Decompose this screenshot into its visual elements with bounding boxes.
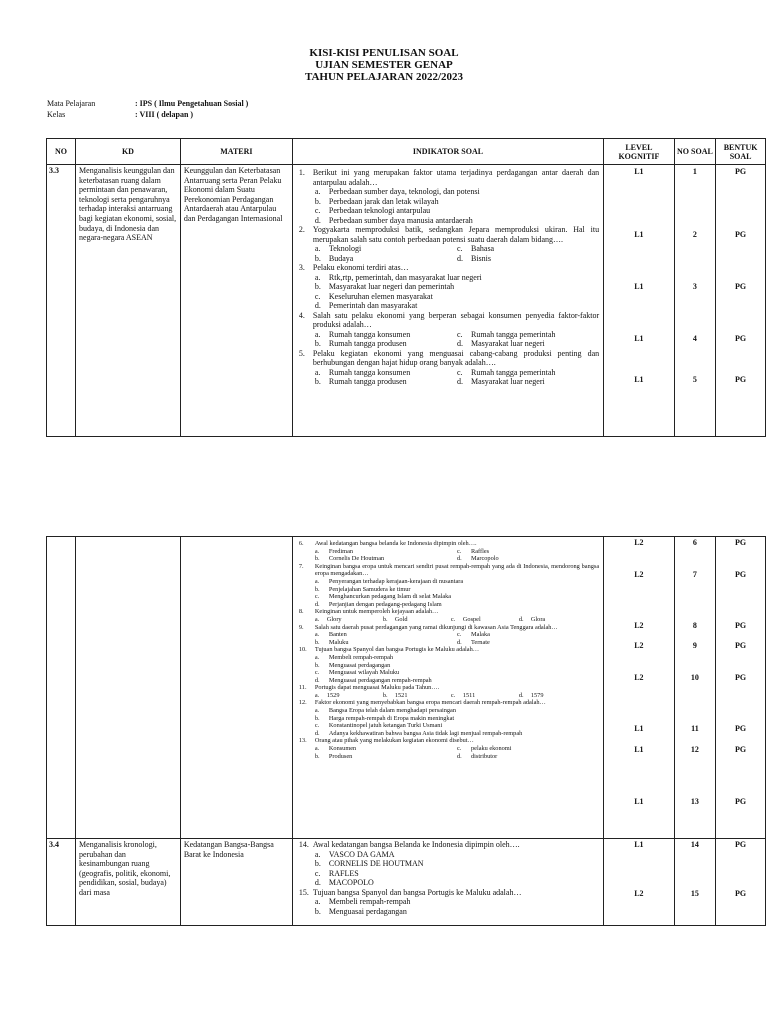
indikator-cell-3: 14. Awal kedatangan bangsa Belanda ke Indonesia dipimpin oleh…. a. VASCO DA GAMA b. CORNELIS DE HOUTMAN c. RAFLES d. MACOPOLO 15. Tujuan bangsa Spanyol dan bangsa Portugis ke Maluku adalah… a. Membeli rempah-rempah b. Menguasai perdagangan — [292, 839, 603, 926]
title-line-3: TAHUN PELAJARAN 2022/2023 — [304, 71, 464, 83]
kd-cell-empty — [76, 537, 181, 839]
header-no: NO — [47, 139, 76, 165]
title-line-1: KISI-KISI PENULISAN SOAL — [309, 47, 459, 59]
materi-cell: Keunggulan dan Keterbatasan Antarruang serta Peran Pelaku Ekonomi dalam Suatu Perekonomian Perdagangan Antardaerah atau Antarpulau dan Perdagangan Internasional — [180, 165, 292, 437]
no-soal-cell-2: 6 7 8 9 10 11 12 13 — [674, 537, 716, 839]
bentuk-cell-3: PG PG — [716, 839, 766, 926]
indikator-cell: 1. Berikut ini yang merupakan faktor utama terjadinya perdagangan antar daerah dan antarpulau adalah… a. Perbedaan sumber daya, teknologi, dan potensi b. Perbedaan jarak dan letak wilayah c. Perbedaan teknologi antarpulau d. Perbedaan sumber daya manusia antardaerah 2. Yogyakarta memproduksi batik, sedangkan Jepara memproduksi ukiran. Hal itu merupakan salah satu contoh perbedaan potensi suatu daerah dalam bidang…. a. Teknologi c. Bahasa b. Budaya d. Bisnis 3. Pelaku ekonomi terdiri atas… a. Rtk,rtp, pemerintah, dan masyarakat luar negeri b. Masyarakat luar negeri dan pemerintah c. Keseluruhan elemen masyarakat d. Pemerintah dan masyarakat 4. Salah satu pelaku ekonomi yang berperan sebagai konsumen penyedia faktor-faktor produksi adalah… a. Rumah tangga konsumen c. Rumah tangga pemerintah b. Rumah tangga produsen d. Masyarakat luar negeri 5. Pelaku kegiatan ekonomi yang menguasai cabang-cabang produksi penting dan berhubungan dengan hajat hidup orang banyak adalah…. a. Rumah tangga konsumen c. Rumah tangga pemerintah b. Rumah tangga produsen d. Masyarakat luar negeri — [292, 165, 603, 437]
question-3: 3. Pelaku ekonomi terdiri atas… — [298, 263, 409, 272]
question-12: 12. Faktor ekonomi yang menyebabkan bangsa eropa mencari daerah rempah-rempah adalah… — [298, 699, 546, 707]
row-no-empty — [47, 537, 76, 839]
question-1: 1. Berikut ini yang merupakan faktor utama terjadinya perdagangan antar daerah dan antarpulau adalah… — [298, 168, 600, 187]
header-level: LEVEL KOGNITIF — [604, 139, 675, 165]
bentuk-cell-2: PG PG PG PG PG PG PG PG — [716, 537, 766, 839]
question-15: 15. Tujuan bangsa Spanyol dan bangsa Portugis ke Maluku adalah… — [298, 887, 522, 897]
row-no-3-4: 3.4 — [47, 839, 76, 926]
question-7: 7. Keinginan bangsa eropa untuk mencari sendiri pusat rempah-rempah yang ada di Indonesia, mendorong bangsa eropa mengadakan… — [298, 562, 600, 578]
title-line-2: UJIAN SEMESTER GENAP — [315, 59, 453, 71]
header-indikator: INDIKATOR SOAL — [292, 139, 603, 165]
level-cell: L1 L1 L1 L1 L1 — [604, 165, 675, 437]
materi-cell-empty — [180, 537, 292, 839]
kisi-table-page-2 — [46, 536, 766, 926]
level-cell-3: L1 L2 — [604, 839, 675, 926]
row-no: 3.3 — [47, 165, 76, 437]
question-9: 9. Salah satu daerah pusat perdagangan yang ramai dikunjungi di kawasan Asia Tenggara adalah… — [298, 623, 558, 631]
question-10: 10. Tujuan bangsa Spanyol dan bangsa Portugis ke Maluku adalah… — [298, 646, 480, 654]
no-soal-cell-3: 14 15 — [674, 839, 716, 926]
question-5: 5. Pelaku kegiatan ekonomi yang menguasai cabang-cabang produksi penting dan berhubungan dengan hajat hidup orang banyak adalah…. — [298, 348, 600, 367]
kelas-label: Kelas — [47, 110, 66, 119]
kisi-table-page-1 — [46, 138, 766, 437]
document-title — [0, 47, 768, 83]
header-materi: MATERI — [180, 139, 292, 165]
header-kd: KD — [76, 139, 181, 165]
indikator-cell-2: 6. Awal kedatangan bangsa belanda ke Indonesia dipimpin oleh…. a. Frediman c. Raffles b. Cornelis De Houtman d. Marcopolo 7. Keinginan bangsa eropa untuk mencari sendiri pusat rempah-rempah yang ada di Indonesia, mendorong bangsa eropa mengadakan… a. Penyerangan terhadap kerajaan-kerajaan di nusantara b. Penjelajahan Samudera ke timur c. Menghancurkan pedagang Islam di selat Malaka d. Perjanjian dengan pedagang-pedagang Islam 8. Keinginan untuk memperoleh kejayaan adalah… a. Glory b. Gold c. Gospel d. Glora 9. Salah satu daerah pusat perdagangan yang ramai dikunjungi di kawasan Asia Tenggara adalah… a. Banten c. Malaka b. Maluku d. Ternate 10. Tujuan bangsa Spanyol dan bangsa Portugis ke Maluku adalah… a. Membeli rempah-rempah b. Menguasai perdagangan c. Menguasai wilayah Maluku d. Menguasai perdagangan rempah-rempah 11. Portugis dapat menguasai Maluku pada Tahun…. a. 1529 b. 1521 c. 1511 d. 1579 12. Faktor ekonomi yang menyebabkan bangsa eropa mencari daerah rempah-rempah adalah… a. Bangsa Eropa telah dalam menghadapi persaingan b. Harga rempah-rempah di Eropa makin meningkat c. Konstantinopel jatuh ketangan Turki Usmani d. Adanya kekhawatiran bahwa bangsa Asia tidak lagi menjual rempah-rempah 13. Orang atau pihak yang melakukan kegiatan ekonomi disebut… a. Konsumen c. pelaku ekonomi b. Produsen d. distributor — [292, 537, 603, 839]
kd-cell-3-4: Menganalisis kronologi, perubahan dan kesinambungan ruang (geografis, politik, ekonomi, pendidikan, sosial, budaya) dari masa — [76, 839, 181, 926]
mapel-label: Mata Pelajaran — [47, 99, 96, 108]
question-6: 6. Awal kedatangan bangsa belanda ke Indonesia dipimpin oleh…. — [298, 540, 477, 547]
question-13: 13. Orang atau pihak yang melakukan kegiatan ekonomi disebut… — [298, 737, 474, 745]
question-11: 11. Portugis dapat menguasai Maluku pada Tahun…. — [298, 684, 440, 692]
no-soal-cell: 1 2 3 4 5 — [674, 165, 716, 437]
document-meta — [47, 98, 248, 120]
kd-cell: Menganalisis keunggulan dan keterbatasan ruang dalam permintaan dan penawaran, teknologi serta pengaruhnya terhadap interaksi antarruang bagi kegiatan ekonomi, sosial, budaya, di Indonesia dan negara-negara ASEAN — [76, 165, 181, 437]
materi-cell-3-4: Kedatangan Bangsa-Bangsa Barat ke Indonesia — [180, 839, 292, 926]
question-2: 2. Yogyakarta memproduksi batik, sedangkan Jepara memproduksi ukiran. Hal itu merupakan salah satu contoh perbedaan potensi suatu daerah dalam bidang…. — [298, 225, 600, 244]
question-4: 4. Salah satu pelaku ekonomi yang berperan sebagai konsumen penyedia faktor-faktor produksi adalah… — [298, 310, 600, 329]
question-14: 14. Awal kedatangan bangsa Belanda ke Indonesia dipimpin oleh…. — [298, 840, 520, 849]
level-cell-2: L2 L2 L2 L2 L2 L1 L1 L1 — [604, 537, 675, 839]
mapel-value: : IPS ( Ilmu Pengetahuan Sosial ) — [135, 99, 249, 108]
kelas-value: : VIII ( delapan ) — [135, 110, 194, 119]
header-no-soal: NO SOAL — [674, 139, 716, 165]
header-bentuk: BENTUK SOAL — [716, 139, 766, 165]
question-8: 8. Keinginan untuk memperoleh kejayaan adalah… — [298, 608, 439, 616]
bentuk-cell: PG PG PG PG PG — [716, 165, 766, 437]
